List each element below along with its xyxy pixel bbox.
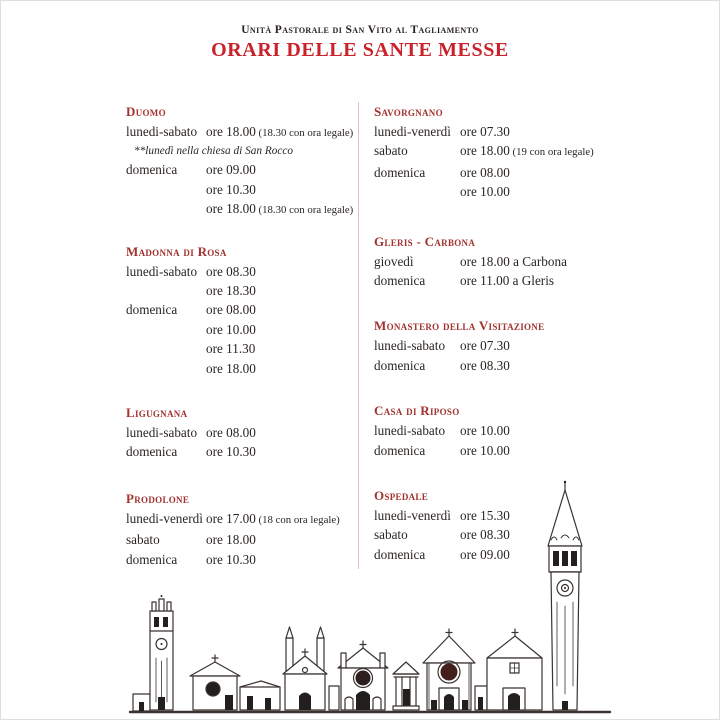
day-label: domenica xyxy=(374,546,426,562)
time-value: ore 08.00 xyxy=(460,164,510,180)
church-name: Ospedale xyxy=(374,488,429,504)
church-section xyxy=(374,316,598,375)
time-value: ore 08.30 xyxy=(460,357,510,373)
schedule-row xyxy=(374,182,598,201)
schedule-row xyxy=(126,339,358,358)
schedule-row xyxy=(126,320,358,339)
church-name: Gleris - Carbona xyxy=(374,233,476,249)
church-section xyxy=(126,403,358,462)
time-value: ore 08.30 xyxy=(460,527,510,543)
time-note: (18.30 con ora legale) xyxy=(255,127,354,139)
time-value: ore 18.00 xyxy=(206,532,256,548)
schedule-row xyxy=(126,442,358,461)
churches-skyline-illustration xyxy=(105,478,620,718)
schedule-row xyxy=(374,141,598,162)
schedule-row xyxy=(374,356,598,375)
church-name: Madonna di Rosa xyxy=(126,243,227,259)
time-value: ore 11.00 a Gleris xyxy=(460,273,554,289)
schedule-row xyxy=(374,122,598,141)
schedule-row xyxy=(126,262,358,281)
church-name: Casa di Riposo xyxy=(374,403,460,419)
time-value: ore 08.30 xyxy=(206,263,256,279)
schedule-row xyxy=(126,423,358,442)
day-label: sabato xyxy=(374,143,408,159)
church-section xyxy=(374,102,598,202)
schedule-row xyxy=(126,281,358,300)
day-label xyxy=(374,182,460,201)
time-note: (18 con ora legale) xyxy=(255,513,340,526)
time-value: ore 11.30 xyxy=(206,341,256,357)
day-label: lunedì-sabato xyxy=(126,263,198,279)
schedule-row xyxy=(126,122,358,143)
church-section xyxy=(126,102,358,221)
time-note: (18.30 con ora legale) xyxy=(255,204,354,217)
day-label: giovedì xyxy=(374,253,414,269)
day-label: domenica xyxy=(374,357,426,373)
schedule-row xyxy=(374,336,598,355)
time-value: ore 09.00 xyxy=(460,546,510,562)
time-value: ore 10.30 xyxy=(206,444,256,460)
time-value: ore 18.00 (18.30 con ora legale) xyxy=(206,201,354,217)
day-label: domenica xyxy=(374,164,426,180)
time-value: ore 10.00 xyxy=(460,442,510,458)
schedule-row xyxy=(126,160,358,179)
time-value: ore 10.00 xyxy=(206,321,256,337)
day-label: sabato xyxy=(126,532,160,548)
church-section xyxy=(126,242,358,378)
time-value: ore 18.00 (18.30 con ora legale) xyxy=(206,124,354,139)
day-label: lunedi-venerdì xyxy=(374,124,451,139)
time-value: ore 18.00 xyxy=(206,360,256,376)
day-label: sabato xyxy=(374,527,408,543)
church-section xyxy=(374,401,598,460)
time-value: ore 08.00 xyxy=(206,302,256,318)
time-value: ore 10.30 xyxy=(206,181,256,197)
day-label: domenica xyxy=(126,444,178,460)
schedule-row xyxy=(126,180,358,199)
schedule-row xyxy=(374,441,598,460)
church-name: Prodolone xyxy=(126,490,190,506)
schedule-row xyxy=(126,199,358,220)
day-label: lunedi-sabato xyxy=(374,423,446,439)
time-value: ore 18.30 xyxy=(206,283,256,299)
church-name: Monastero della Visitazione xyxy=(374,318,545,334)
time-value: ore 10.00 xyxy=(460,423,510,439)
day-label xyxy=(126,359,206,378)
time-value: ore 10.30 xyxy=(206,551,256,567)
day-label: domenica xyxy=(126,551,178,567)
day-label: domenica xyxy=(126,162,178,178)
time-value: ore 07.30 xyxy=(460,124,510,139)
day-label xyxy=(126,339,206,358)
time-value: ore 17.00 (18 con ora legale) xyxy=(206,510,340,526)
parish-unit-subtitle: Unità Pastorale di San Vito al Tagliamento xyxy=(241,24,479,36)
day-label: lunedi-venerdì xyxy=(374,508,451,524)
time-value: ore 18.00 (19 con ora legale) xyxy=(460,143,594,159)
day-label xyxy=(126,180,206,199)
day-label xyxy=(126,199,206,220)
time-value: ore 18.00 a Carbona xyxy=(460,253,567,269)
schedule-row xyxy=(126,359,358,378)
skyline-drawing-icon xyxy=(105,478,620,718)
day-label: lunedi-sabato xyxy=(374,338,446,354)
schedule-row xyxy=(374,252,598,271)
schedule-row xyxy=(126,300,358,319)
day-label: lunedi-sabato xyxy=(126,124,198,139)
time-value: ore 07.30 xyxy=(460,338,510,354)
day-label: lunedi-sabato xyxy=(126,425,198,441)
time-value: ore 08.00 xyxy=(206,425,256,441)
schedule-row xyxy=(374,271,598,290)
time-note: (19 con ora legale) xyxy=(509,146,594,159)
page-title: ORARI DELLE SANTE MESSE xyxy=(211,39,509,61)
time-value: ore 15.30 xyxy=(460,508,510,524)
church-name: Ligugnana xyxy=(126,405,188,421)
church-name: Savorgnano xyxy=(374,104,443,119)
church-section xyxy=(374,232,598,291)
day-label: domenica xyxy=(374,273,426,289)
schedule-row xyxy=(374,421,598,440)
header xyxy=(1,24,719,62)
time-value: ore 09.00 xyxy=(206,162,256,178)
day-label: domenica xyxy=(374,442,426,458)
time-value: ore 10.00 xyxy=(460,184,510,200)
schedule-row xyxy=(374,163,598,182)
day-label: lunedi-venerdì xyxy=(126,510,203,526)
church-name: Duomo xyxy=(126,104,166,119)
day-label xyxy=(126,320,206,339)
schedule-note: **lunedì nella chiesa di San Rocco xyxy=(134,145,294,158)
day-label xyxy=(126,281,206,300)
day-label: domenica xyxy=(126,302,178,318)
